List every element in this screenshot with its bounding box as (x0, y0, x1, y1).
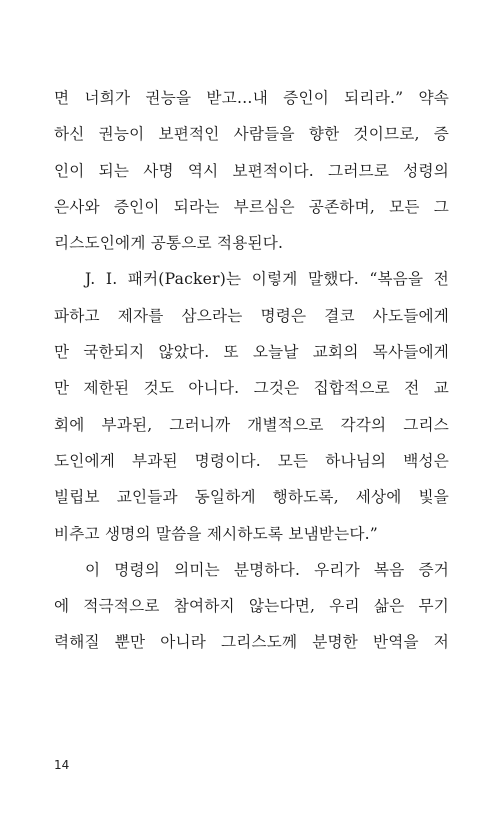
text-line: 이 명령의 의미는 분명하다. 우리가 복음 증거 (85, 560, 449, 579)
text-line: 회에 부과된, 그러니까 개별적으로 각각의 그리스 (54, 415, 449, 434)
text-line: 하신 권능이 보편적인 사람들을 향한 것이므로, 증 (54, 125, 449, 144)
text-line: 도인에게 부과된 명령이다. 모든 하나님의 백성은 (54, 451, 449, 470)
text-line: 만 국한되지 않았다. 또 오늘날 교회의 목사들에게 (54, 343, 449, 362)
text-line: 력해질 뿐만 아니라 그리스도께 분명한 반역을 저 (54, 633, 449, 652)
body-text (54, 80, 449, 661)
text-line: J. I. 패커(Packer)는 이렇게 말했다. “복음을 전 (85, 270, 449, 289)
page-number: 14 (54, 758, 70, 772)
text-line: 빌립보 교인들과 동일하게 행하도록, 세상에 빛을 (54, 488, 449, 507)
text-line: 파하고 제자를 삼으라는 명령은 결코 사도들에게 (54, 306, 449, 325)
text-line: 은사와 증인이 되라는 부르심은 공존하며, 모든 그 (54, 197, 449, 216)
text-line: 인이 되는 사명 역시 보편적이다. 그러므로 성령의 (54, 161, 449, 180)
text-line: 에 적극적으로 참여하지 않는다면, 우리 삶은 무기 (54, 597, 449, 616)
text-line: 리스도인에게 공통으로 적용된다. (54, 234, 284, 253)
text-line: 만 제한된 것도 아니다. 그것은 집합적으로 전 교 (54, 379, 449, 398)
text-line: 면 너희가 권능을 받고…내 증인이 되리라.” 약속 (54, 89, 449, 107)
text-line: 비추고 생명의 말씀을 제시하도록 보냄받는다.” (54, 524, 378, 543)
